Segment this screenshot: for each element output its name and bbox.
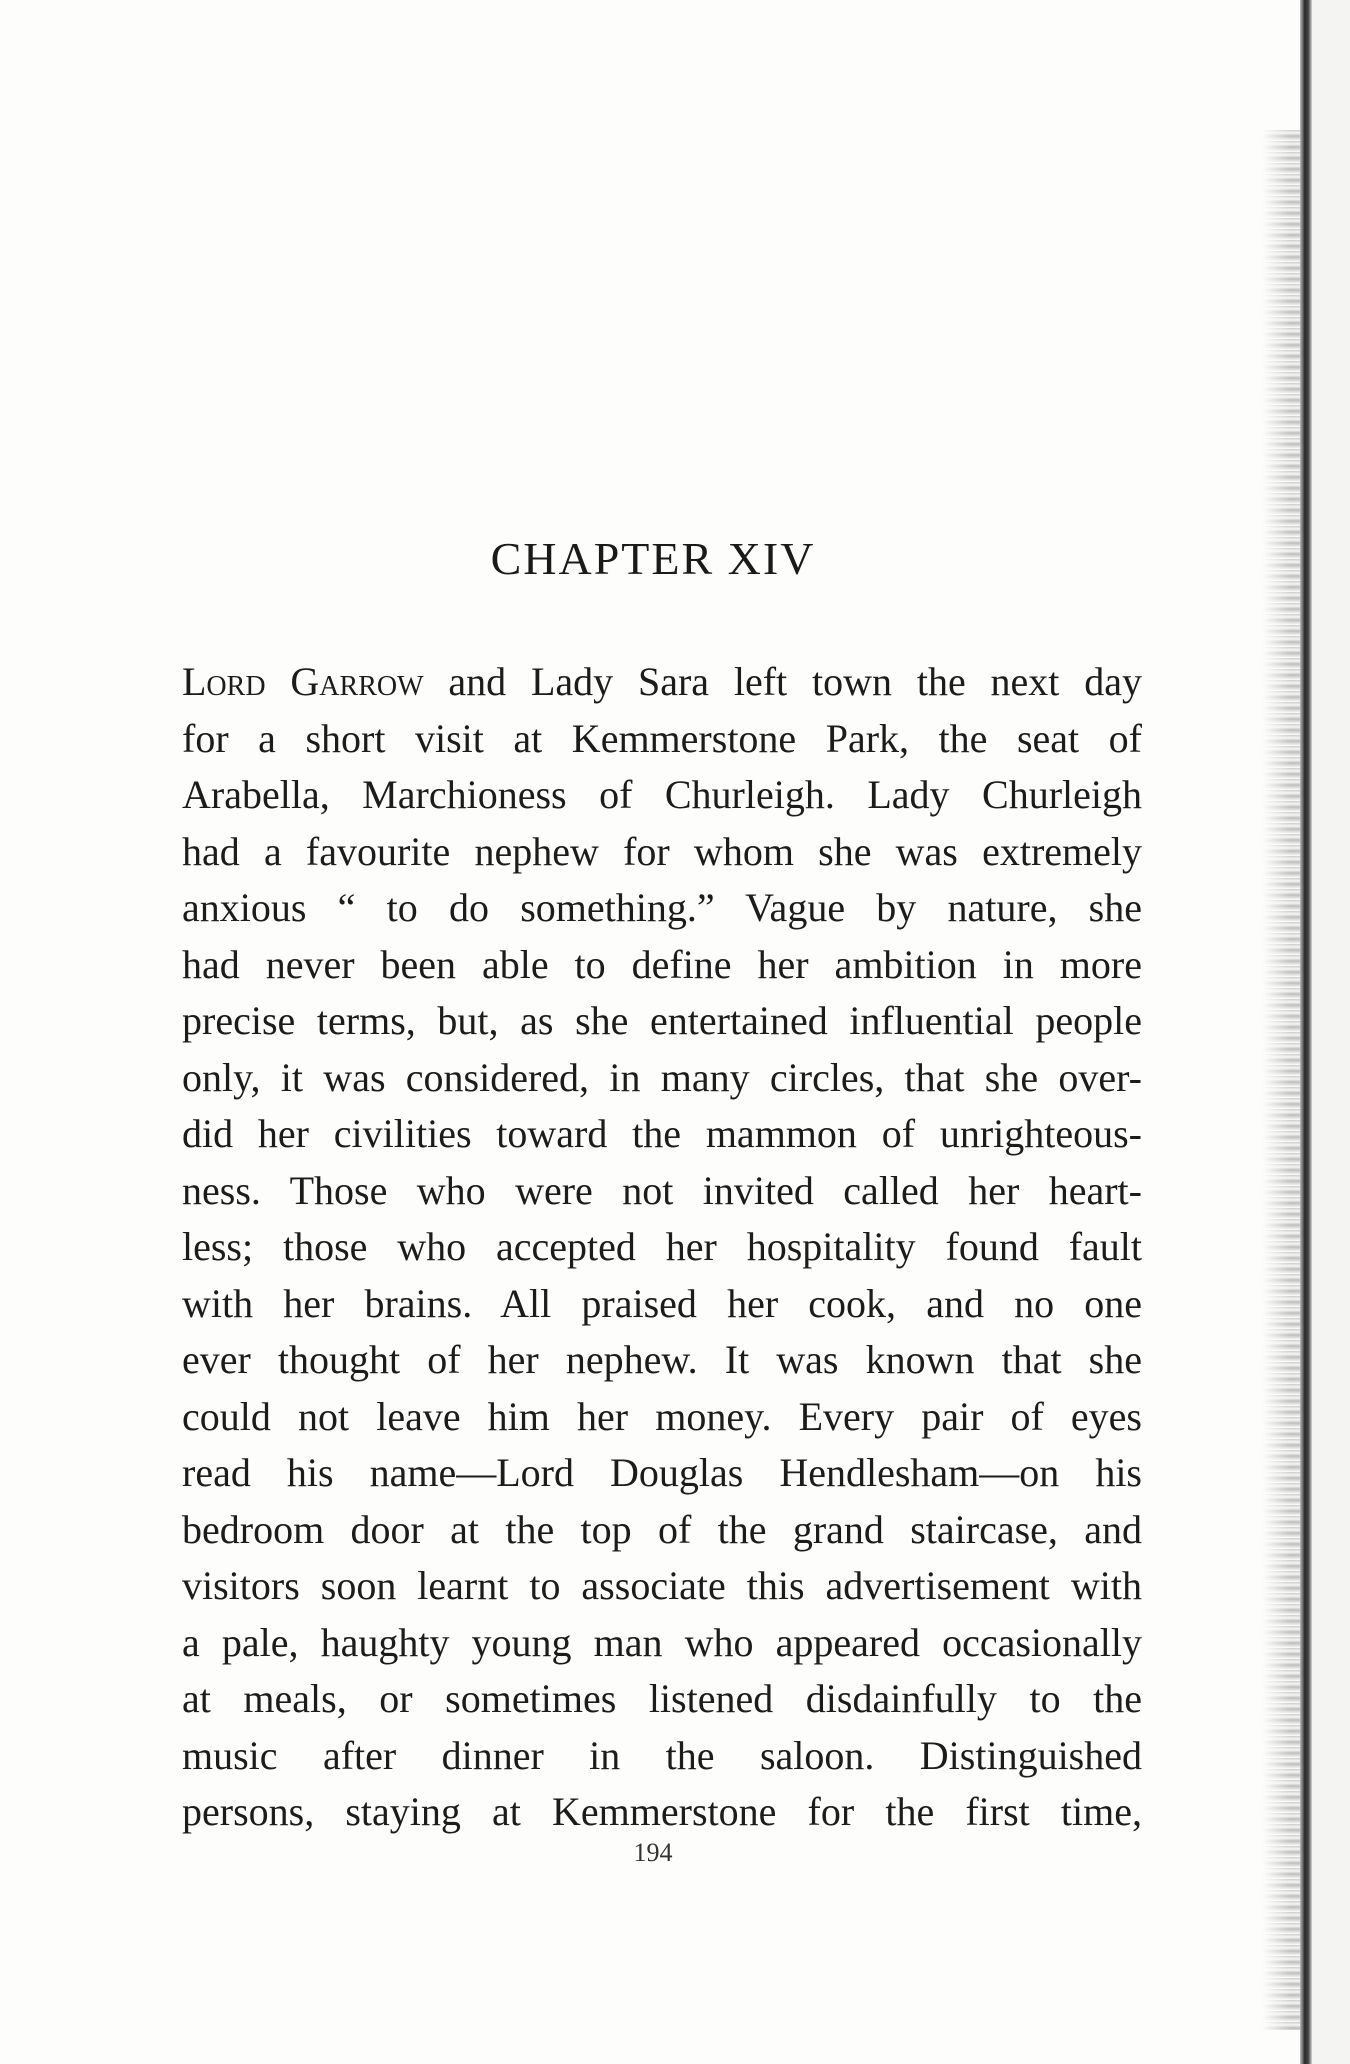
text-line: had a favourite nephew for whom she was extremely (182, 828, 1142, 874)
text-line: precise terms, but, as she entertained influential people (182, 998, 1142, 1043)
text-line: Arabella, Marchioness of Churleigh. Lady Churleigh (182, 772, 1142, 817)
text-line: at meals, or sometimes listened disdainfully to the (182, 1676, 1142, 1721)
opening-word-lord: Lord (182, 659, 266, 704)
text-line: read his name—Lord Douglas Hendlesham—on his (182, 1450, 1142, 1495)
text-line: anxious “ to do something.” Vague by nature, she (182, 885, 1142, 930)
text-line: could not leave him her money. Every pair of eyes (182, 1393, 1142, 1439)
text-line: had never been able to define her ambition in more (182, 941, 1142, 987)
scan-binding-shadow (1262, 130, 1302, 2030)
page-binding-edge (1300, 0, 1312, 2064)
text-line: with her brains. All praised her cook, and no one (182, 1280, 1142, 1326)
text-line: visitors soon learnt to associate this advertisement with (182, 1563, 1142, 1608)
opening-word-garrow: Garrow (290, 659, 424, 704)
text-line: persons, staying at Kemmerstone for the first time, (182, 1789, 1142, 1834)
text-line: ness. Those who were not invited called her heart- (182, 1167, 1142, 1213)
text-line: music after dinner in the saloon. Distinguished (182, 1732, 1142, 1778)
page-number: 194 (633, 1838, 673, 1867)
text-line: a pale, haughty young man who appeared occasionally (182, 1619, 1142, 1665)
text-line-content: and Lady Sara left town the next day (423, 659, 1143, 704)
text-line: less; those who accepted her hospitality found fault (182, 1224, 1142, 1269)
text-line: for a short visit at Kemmerstone Park, the seat of (182, 715, 1142, 761)
text-line: bedroom door at the top of the grand staircase, and (182, 1506, 1142, 1552)
facing-page-margin (1312, 0, 1350, 2064)
chapter-heading: CHAPTER XIV (490, 533, 816, 584)
text-line: did her civilities toward the mammon of unrighteous- (182, 1111, 1142, 1156)
text-line: only, it was considered, in many circles, that she over- (182, 1054, 1142, 1100)
text-line (182, 654, 1142, 711)
chapter-body-paragraph (182, 654, 1142, 1841)
text-line: ever thought of her nephew. It was known that she (182, 1337, 1142, 1382)
